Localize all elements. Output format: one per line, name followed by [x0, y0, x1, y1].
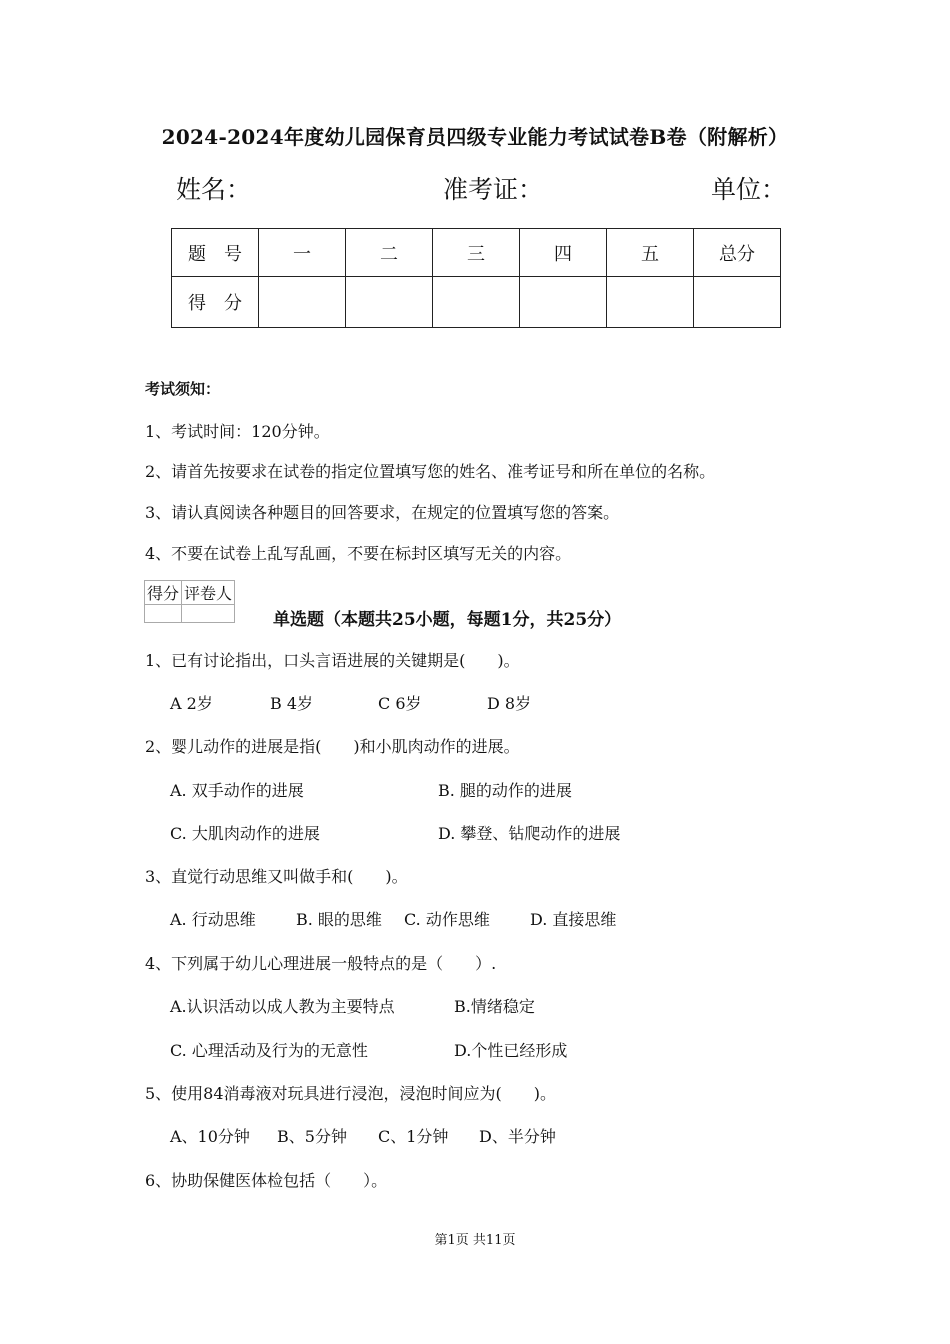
notice-title: 考试须知： — [145, 380, 221, 398]
option: D 8岁 — [487, 694, 532, 713]
header-cell: 五 — [607, 229, 694, 277]
option: A 2岁 — [170, 694, 213, 713]
option: D. 攀登、钻爬动作的进展 — [438, 824, 621, 843]
option: B. 腿的动作的进展 — [438, 781, 572, 800]
option: B 4岁 — [270, 694, 314, 713]
score-cell[interactable] — [346, 277, 433, 328]
name-label: 姓名： — [176, 175, 252, 204]
option: D.个性已经形成 — [454, 1041, 568, 1060]
notice-item: 1、考试时间：120分钟。 — [145, 422, 330, 441]
exam-id-label: 准考证： — [443, 175, 544, 204]
question-stem: 1、已有讨论指出，口头言语进展的关键期是( )。 — [145, 651, 520, 670]
unit-label: 单位： — [711, 175, 787, 204]
header-cell: 一 — [259, 229, 346, 277]
score-cell[interactable] — [694, 277, 781, 328]
header-cell: 总分 — [694, 229, 781, 277]
grader-reviewer-cell[interactable] — [182, 605, 235, 623]
header-cell: 题 号 — [172, 229, 259, 277]
section-title: 单选题（本题共25小题，每题1分，共25分） — [273, 610, 622, 630]
option: C. 动作思维 — [404, 910, 490, 929]
option: C 6岁 — [378, 694, 422, 713]
option: A、10分钟 — [170, 1127, 250, 1146]
question-stem: 2、婴儿动作的进展是指( )和小肌肉动作的进展。 — [145, 737, 520, 756]
option: D、半分钟 — [479, 1127, 556, 1146]
question-stem: 6、协助保健医体检包括（ ）。 — [145, 1171, 388, 1190]
grader-reviewer-label: 评卷人 — [182, 581, 235, 605]
score-cell[interactable] — [259, 277, 346, 328]
option: D. 直接思维 — [530, 910, 617, 929]
score-cell[interactable] — [433, 277, 520, 328]
score-cell[interactable] — [607, 277, 694, 328]
question-stem: 3、直觉行动思维又叫做手和( )。 — [145, 867, 408, 886]
notice-item: 2、请首先按要求在试卷的指定位置填写您的姓名、准考证号和所在单位的名称。 — [145, 462, 716, 481]
question-stem: 5、使用84消毒液对玩具进行浸泡，浸泡时间应为( )。 — [145, 1084, 557, 1103]
score-table-header-row — [172, 229, 781, 277]
page-footer: 第1页 共11页 — [434, 1233, 516, 1248]
option: A. 双手动作的进展 — [170, 781, 304, 800]
option: A.认识活动以成人教为主要特点 — [170, 997, 395, 1016]
option: B、5分钟 — [277, 1127, 347, 1146]
row-label-cell: 得 分 — [172, 277, 259, 328]
header-cell: 四 — [520, 229, 607, 277]
header-cell: 三 — [433, 229, 520, 277]
question-stem: 4、下列属于幼儿心理进展一般特点的是（ ）. — [145, 954, 497, 973]
option: C. 大肌肉动作的进展 — [170, 824, 320, 843]
page-title: 2024-2024年度幼儿园保育员四级专业能力考试试卷B卷（附解析） — [161, 125, 789, 149]
notice-item: 3、请认真阅读各种题目的回答要求，在规定的位置填写您的答案。 — [145, 503, 620, 522]
header-cell: 二 — [346, 229, 433, 277]
option: A. 行动思维 — [170, 910, 256, 929]
grader-box — [144, 580, 235, 623]
option: C. 心理活动及行为的无意性 — [170, 1041, 368, 1060]
option: C、1分钟 — [378, 1127, 449, 1146]
score-cell[interactable] — [520, 277, 607, 328]
option: B.情绪稳定 — [454, 997, 535, 1016]
notice-item: 4、不要在试卷上乱写乱画，不要在标封区填写无关的内容。 — [145, 544, 572, 563]
grader-score-label: 得分 — [145, 581, 182, 605]
score-table-score-row — [172, 277, 781, 328]
option: B. 眼的思维 — [296, 910, 382, 929]
score-table — [171, 228, 781, 328]
grader-score-cell[interactable] — [145, 605, 182, 623]
